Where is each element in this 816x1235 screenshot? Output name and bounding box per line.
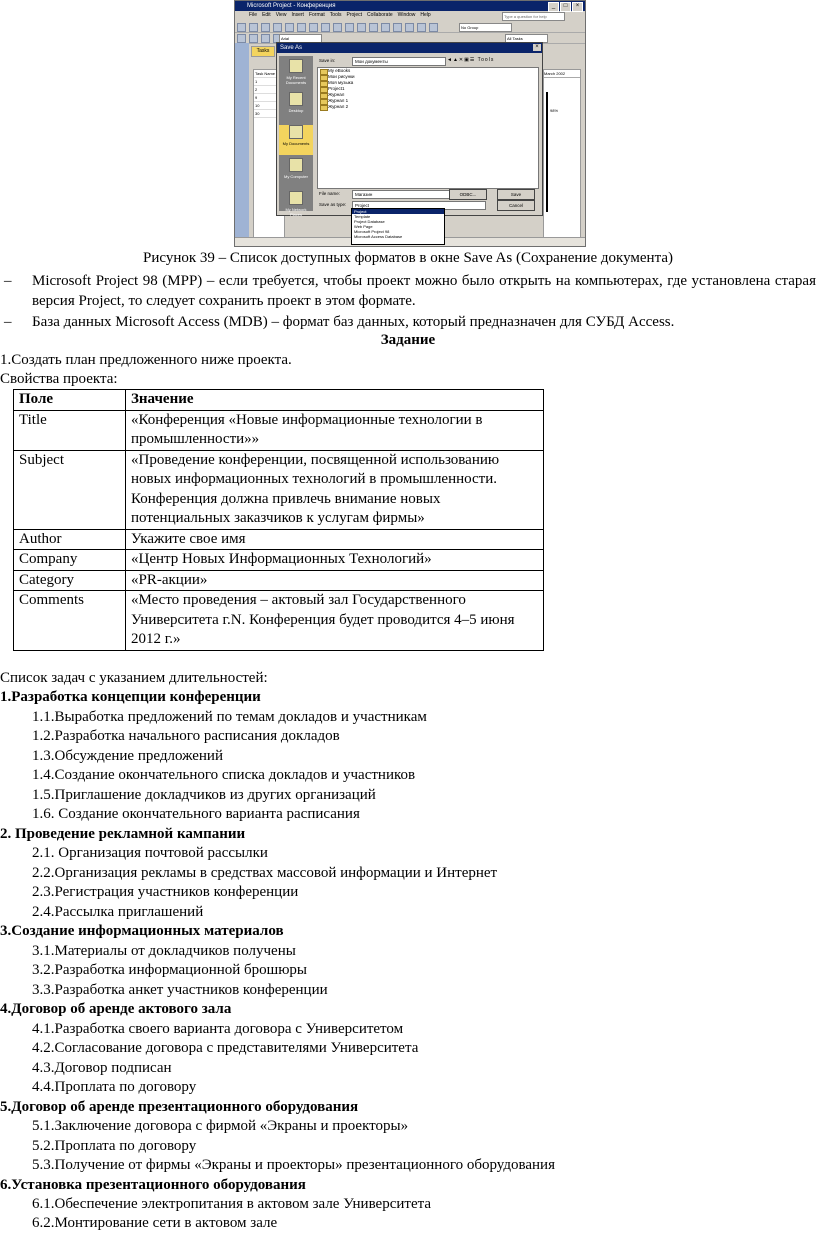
preview-icon[interactable] — [285, 23, 294, 32]
section-title: 3.Создание информационных материалов — [0, 923, 284, 939]
tools-menu[interactable]: Tools — [477, 57, 495, 63]
undo-icon[interactable] — [345, 23, 354, 32]
table-row — [14, 570, 544, 591]
gantt-chart — [543, 69, 581, 241]
bullet-text: База данных Microsoft Access (MDB) – формат баз данных, который предназначен для СУБД Access. — [32, 314, 675, 330]
window-title: Microsoft Project - Конференция — [247, 3, 336, 9]
link-icon[interactable] — [357, 23, 366, 32]
split-icon[interactable] — [381, 23, 390, 32]
back-icon[interactable]: ◄ — [447, 57, 453, 63]
properties-title: Свойства проекта: — [0, 371, 118, 387]
table-row — [14, 591, 544, 651]
print-icon[interactable] — [273, 23, 282, 32]
file-item[interactable]: Мои рисунки — [318, 74, 538, 80]
task-item: 4.1.Разработка своего варианта договора с Университетом — [32, 1021, 404, 1037]
section-title: 6.Установка презентационного оборудования — [0, 1177, 306, 1193]
task-item: 5.3.Получение от фирмы «Экраны и проекторы» презентационного оборудования — [32, 1157, 555, 1173]
task-item: 4.4.Проплата по договору — [32, 1079, 197, 1095]
file-item[interactable]: Журнал 1 — [318, 98, 538, 104]
indent-icon[interactable] — [237, 34, 246, 43]
value-cell: Укажите свое имя — [126, 529, 544, 550]
task-item: 5.1.Заключение договора с фирмой «Экраны и проекторы» — [32, 1118, 409, 1134]
grid-row[interactable]: 10 — [254, 102, 284, 110]
save-icon[interactable] — [261, 23, 270, 32]
type-option[interactable]: Project Database — [354, 219, 385, 224]
field-cell: Category — [14, 570, 126, 591]
task-item: 1.5.Приглашение докладчиков из других организаций — [32, 787, 376, 803]
cut-icon[interactable] — [309, 23, 318, 32]
recent-documents-icon — [289, 59, 303, 73]
task-item: 3.3.Разработка анкет участников конференции — [32, 982, 328, 998]
all-tasks-combo[interactable]: All Tasks — [505, 34, 548, 43]
delete-icon[interactable]: ✕ — [458, 57, 465, 63]
new-icon[interactable] — [237, 23, 246, 32]
bullet-item — [0, 271, 816, 311]
menu-help[interactable]: Help — [420, 12, 431, 18]
tasks-intro: Список задач с указанием длительностей: — [0, 670, 268, 686]
task-item: 2.1. Организация почтовой рассылки — [32, 845, 268, 861]
paste-icon[interactable] — [333, 23, 342, 32]
menu-file[interactable]: File — [249, 12, 258, 18]
field-cell: Subject — [14, 450, 126, 529]
minimize-icon[interactable]: _ — [548, 2, 559, 12]
close-icon[interactable]: × — [572, 2, 583, 12]
task-item: 2.3.Регистрация участников конференции — [32, 884, 299, 900]
type-option[interactable]: Microsoft Access Database — [354, 234, 403, 239]
gantt-bar — [546, 92, 548, 212]
my-documents-icon — [289, 125, 303, 139]
dialog-toolbar — [447, 57, 494, 63]
place-my-documents[interactable]: My Documents — [279, 125, 313, 155]
task-item: 1.1.Выработка предложений по темам докладов и участникам — [32, 709, 427, 725]
file-name-input[interactable]: Магазин — [352, 190, 486, 199]
project-properties-table — [13, 389, 544, 651]
task-item: 4.3.Договор подписан — [32, 1060, 172, 1076]
grid-row[interactable]: 9 — [254, 94, 284, 102]
table-row — [14, 529, 544, 550]
window-title-bar — [235, 1, 585, 11]
task-item: 2.2.Организация рекламы в средствах массовой информации и Интернет — [32, 865, 498, 881]
menu-insert[interactable]: Insert — [291, 12, 304, 18]
place-my-computer[interactable]: My Computer — [279, 158, 313, 188]
grid-row[interactable]: 1 — [254, 78, 284, 86]
bullet-item — [0, 312, 816, 332]
save-in-label: Save in: — [319, 58, 336, 63]
value-cell: «Место проведения – актовый зал Государственного Университета г.N. Конференция будет проводится 4–5 июня 2012 г.» — [126, 591, 544, 651]
grid-header: Task Name — [254, 70, 284, 78]
places-bar — [279, 56, 313, 217]
file-name-label: File name: — [319, 191, 341, 196]
gantt-header: March 2002 — [544, 70, 580, 78]
field-cell: Company — [14, 550, 126, 571]
unlink-icon[interactable] — [369, 23, 378, 32]
menu-collaborate[interactable]: Collaborate — [367, 12, 393, 18]
info-icon[interactable] — [393, 23, 402, 32]
view-bar — [235, 43, 249, 238]
menu-window[interactable]: Window — [397, 12, 416, 18]
task-item: 1.3.Обсуждение предложений — [32, 748, 223, 764]
task-item: 3.1.Материалы от докладчиков получены — [32, 943, 296, 959]
group-combo[interactable]: No Group — [459, 23, 512, 32]
save-as-dialog — [276, 42, 543, 216]
place-recent[interactable]: My Recent Documents — [279, 59, 313, 89]
place-network[interactable]: My Network Places — [279, 191, 313, 221]
bullet-text: Microsoft Project 98 (MPP) – если требуется, чтобы проект можно было открыть на компьютерах, где установлена старая версия Project, то следует сохранить проект в этом формате. — [32, 273, 816, 309]
value-cell: «PR-акции» — [126, 570, 544, 591]
grid-row[interactable]: 2 — [254, 86, 284, 94]
chart-icon[interactable] — [429, 23, 438, 32]
value-cell: «Проведение конференции, посвященной использованию новых информационных технологий в промышленности. Конференция должна привлечь внимание новых потенциальных заказчиков к услугам фирмы» — [126, 450, 544, 529]
menu-tools[interactable]: Tools — [329, 12, 342, 18]
field-cell: Author — [14, 529, 126, 550]
my-computer-icon — [289, 158, 303, 172]
type-option[interactable]: Project — [352, 209, 444, 214]
column-header: Поле — [14, 390, 126, 411]
assign-icon[interactable] — [417, 23, 426, 32]
section-title: 4.Договор об аренде актового зала — [0, 1001, 232, 1017]
menu-format[interactable]: Format — [308, 12, 325, 18]
table-row — [14, 550, 544, 571]
save-as-type-label: Save as type: — [319, 202, 347, 207]
table-header-row — [14, 390, 544, 411]
field-cell: Title — [14, 410, 126, 450]
plus-icon[interactable] — [261, 34, 270, 43]
menu-view[interactable]: View — [275, 12, 287, 18]
step-one: 1.Создать план предложенного ниже проекта. — [0, 352, 292, 368]
save-as-screenshot — [234, 0, 586, 247]
section-title: 2. Проведение рекламной кампании — [0, 826, 246, 842]
file-item[interactable]: Моя музыка — [318, 80, 538, 86]
menu-project[interactable]: Project — [346, 12, 363, 18]
network-places-icon — [289, 191, 303, 205]
place-desktop[interactable]: Desktop — [279, 92, 313, 122]
save-in-select[interactable]: Мои документы — [352, 57, 446, 66]
table-row — [14, 410, 544, 450]
task-item: 1.4.Создание окончательного списка докладов и участников — [32, 767, 416, 783]
task-item: 6.1.Обеспечение электропитания в актовом зале Университета — [32, 1196, 432, 1212]
file-item[interactable]: My eBooks — [318, 68, 538, 74]
file-item[interactable]: Журнал — [318, 92, 538, 98]
task-item: 5.2.Проплата по договору — [32, 1138, 197, 1154]
desktop-icon — [289, 92, 303, 106]
dialog-close-icon[interactable]: × — [533, 44, 541, 51]
spelling-icon[interactable] — [297, 23, 306, 32]
task-item: 1.6. Создание окончательного варианта расписания — [32, 806, 360, 822]
grid-row[interactable]: 30 — [254, 110, 284, 118]
notes-icon[interactable] — [405, 23, 414, 32]
copy-icon[interactable] — [321, 23, 330, 32]
tasks-button[interactable]: Tasks — [251, 46, 275, 57]
bullet-dash: – — [4, 314, 12, 330]
dialog-title: Save As — [280, 45, 303, 51]
type-option[interactable]: Web Page — [354, 224, 373, 229]
section-title: 1.Разработка концепции конференции — [0, 689, 261, 705]
file-item[interactable]: Журнал 2 — [318, 104, 538, 110]
dialog-title-bar — [277, 43, 542, 53]
font-combo[interactable]: Arial — [279, 34, 322, 43]
type-option[interactable]: Template — [354, 214, 371, 219]
save-button[interactable]: Save — [497, 189, 535, 200]
task-item: 1.2.Разработка начального расписания докладов — [32, 728, 340, 744]
save-as-type-select[interactable]: Project — [352, 201, 486, 210]
file-list — [317, 67, 539, 189]
odbc-button[interactable]: ODBC... — [449, 189, 487, 200]
type-option[interactable]: Microsoft Project 98 — [354, 229, 390, 234]
table-row — [14, 450, 544, 529]
new-folder-icon[interactable]: ▣ — [464, 57, 470, 63]
column-header: Значение — [126, 390, 544, 411]
value-cell: «Центр Новых Информационных Технологий» — [126, 550, 544, 571]
outdent-icon[interactable] — [249, 34, 258, 43]
maximize-icon[interactable]: □ — [560, 2, 571, 12]
value-cell: «Конференция «Новые информационные технологии в промышленности»» — [126, 410, 544, 450]
figure-caption: Рисунок 39 – Список доступных форматов в окне Save As (Сохранение документа) — [143, 250, 673, 266]
task-item: 6.2.Монтирование сети в актовом зале — [32, 1215, 278, 1231]
menu-edit[interactable]: Edit — [262, 12, 271, 18]
views-icon[interactable]: ☰ — [469, 57, 476, 63]
up-folder-icon[interactable]: ▲ — [452, 57, 459, 63]
task-item: 4.2.Согласование договора с представителями Университета — [32, 1040, 419, 1056]
section-title: 5.Договор об аренде презентационного оборудования — [0, 1099, 359, 1115]
field-cell: Comments — [14, 591, 126, 651]
file-item[interactable]: Project1 — [318, 86, 538, 92]
task-item: 3.2.Разработка информационной брошюры — [32, 962, 307, 978]
task-heading: Задание — [380, 332, 436, 348]
save-type-dropdown — [351, 208, 445, 245]
open-icon[interactable] — [249, 23, 258, 32]
task-item: 2.4.Рассылка приглашений — [32, 904, 204, 920]
gantt-label: 98% — [550, 108, 559, 113]
cancel-button[interactable]: Cancel — [497, 200, 535, 211]
help-search-input[interactable]: Type a question for help — [502, 12, 565, 21]
bullet-dash: – — [4, 273, 12, 289]
